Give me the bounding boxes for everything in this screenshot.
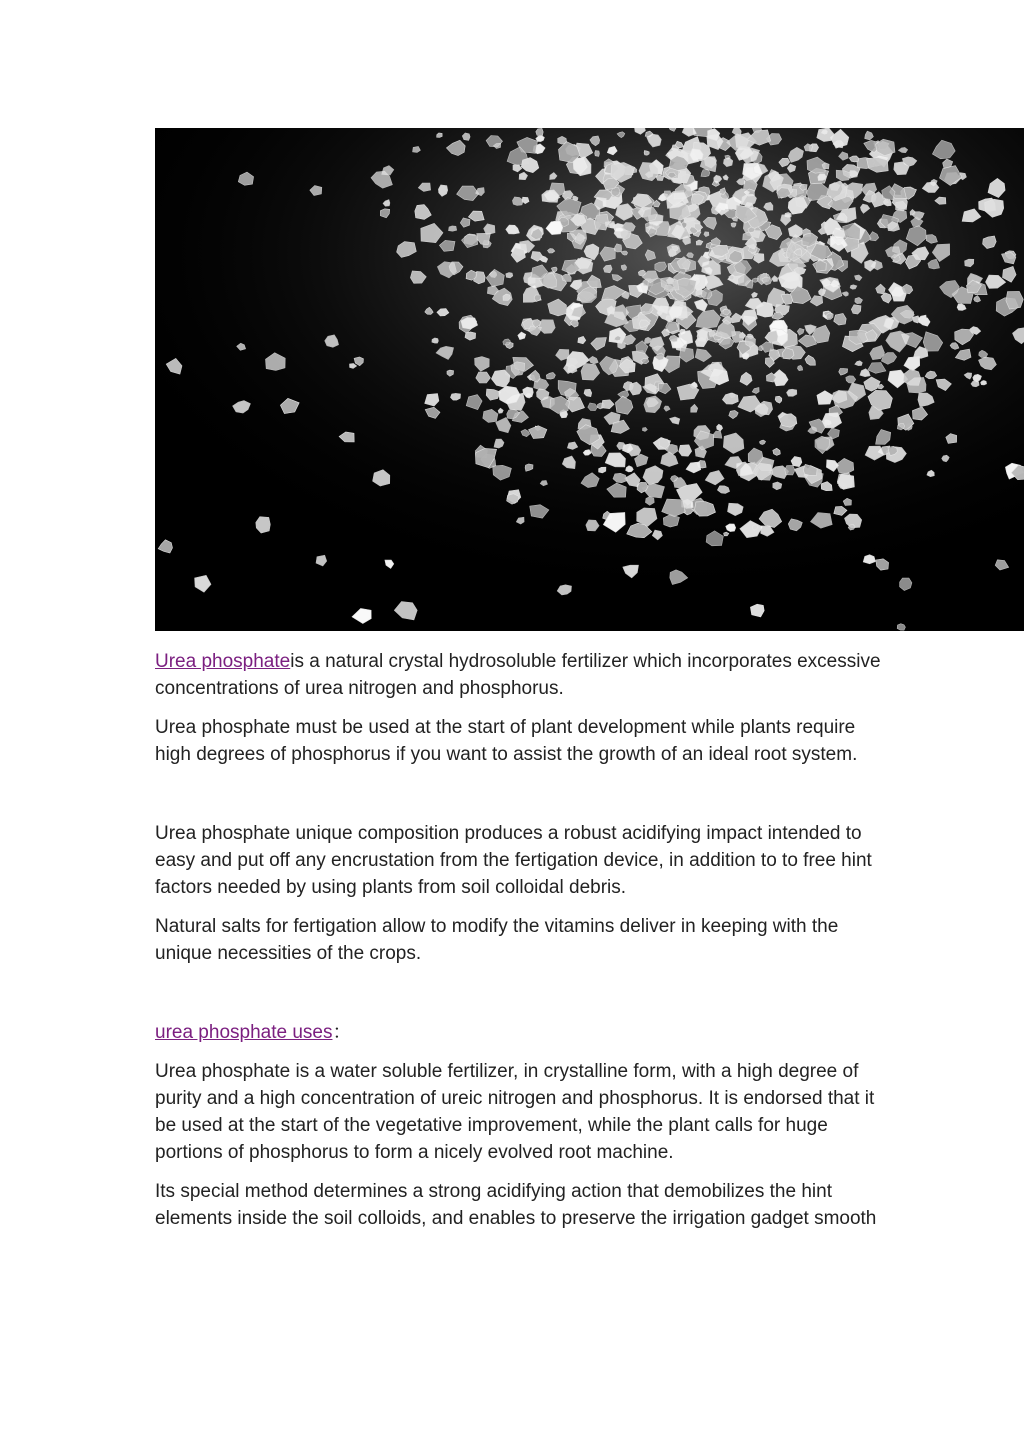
crystal-grain (785, 465, 795, 475)
crystal-grain (451, 393, 461, 400)
crystals-photo (155, 128, 1024, 631)
intro-paragraph (155, 648, 885, 702)
crystal-grain (449, 226, 457, 231)
article-body (155, 648, 885, 1244)
uses-colon: ： (332, 1022, 352, 1043)
crystal-grain (536, 129, 543, 137)
spacer (155, 979, 885, 1019)
crystal-grain (731, 223, 736, 227)
crystal-grain (897, 624, 905, 631)
urea-phosphate-uses-link[interactable]: urea phosphate uses (155, 1022, 333, 1043)
crystal-grain (787, 389, 797, 396)
crystal-grain (981, 380, 987, 385)
paragraph-special-method: Its special method determines a strong acidifying action that demobilizes the hint elements inside the soil colloids, and enables to preserve the irrigation gadget smooth (155, 1181, 877, 1229)
spacer (155, 780, 885, 820)
paragraph-water-soluble: Urea phosphate is a water soluble fertilizer, in crystalline form, with a high degree of purity and a high concentration of ureic nitrogen and phosphorus. It is endorsed that it be used at the start of the vegetative improvement, while the plant calls for huge portions of phosphorus to form a nicely evolved root machine. (155, 1061, 875, 1163)
crystal-grain (645, 337, 652, 343)
crystal-grain (432, 338, 439, 343)
crystal-grain (595, 151, 600, 157)
crystal-grain (863, 555, 875, 564)
uses-heading (155, 1019, 885, 1046)
paragraph-natural-salts: Natural salts for fertigation allow to modify the vitamins deliver in keeping with the unique necessities of the crops. (155, 916, 839, 964)
paragraph-acidifying: Urea phosphate unique composition produces a robust acidifying impact intended to easy and put off any encrustation from the fertigation device, in addition to to free hint factors needed by using plants from soil colloidal debris. (155, 823, 872, 898)
intro-text: is a natural crystal hydrosoluble fertilizer which incorporates excessive concentrations of urea nitrogen and phosphorus. (155, 651, 881, 699)
crystal-grain (562, 274, 572, 281)
crystal-grain (884, 199, 892, 206)
crystals-image (155, 128, 1024, 631)
crystal-grain (818, 174, 826, 181)
urea-phosphate-link[interactable]: Urea phosphate (155, 651, 291, 672)
crystal-grain (1006, 291, 1023, 309)
paragraph-root-system: Urea phosphate must be used at the start of plant development while plants require high degrees of phosphorus if you want to assist the growth of an ideal root system. (155, 717, 858, 765)
